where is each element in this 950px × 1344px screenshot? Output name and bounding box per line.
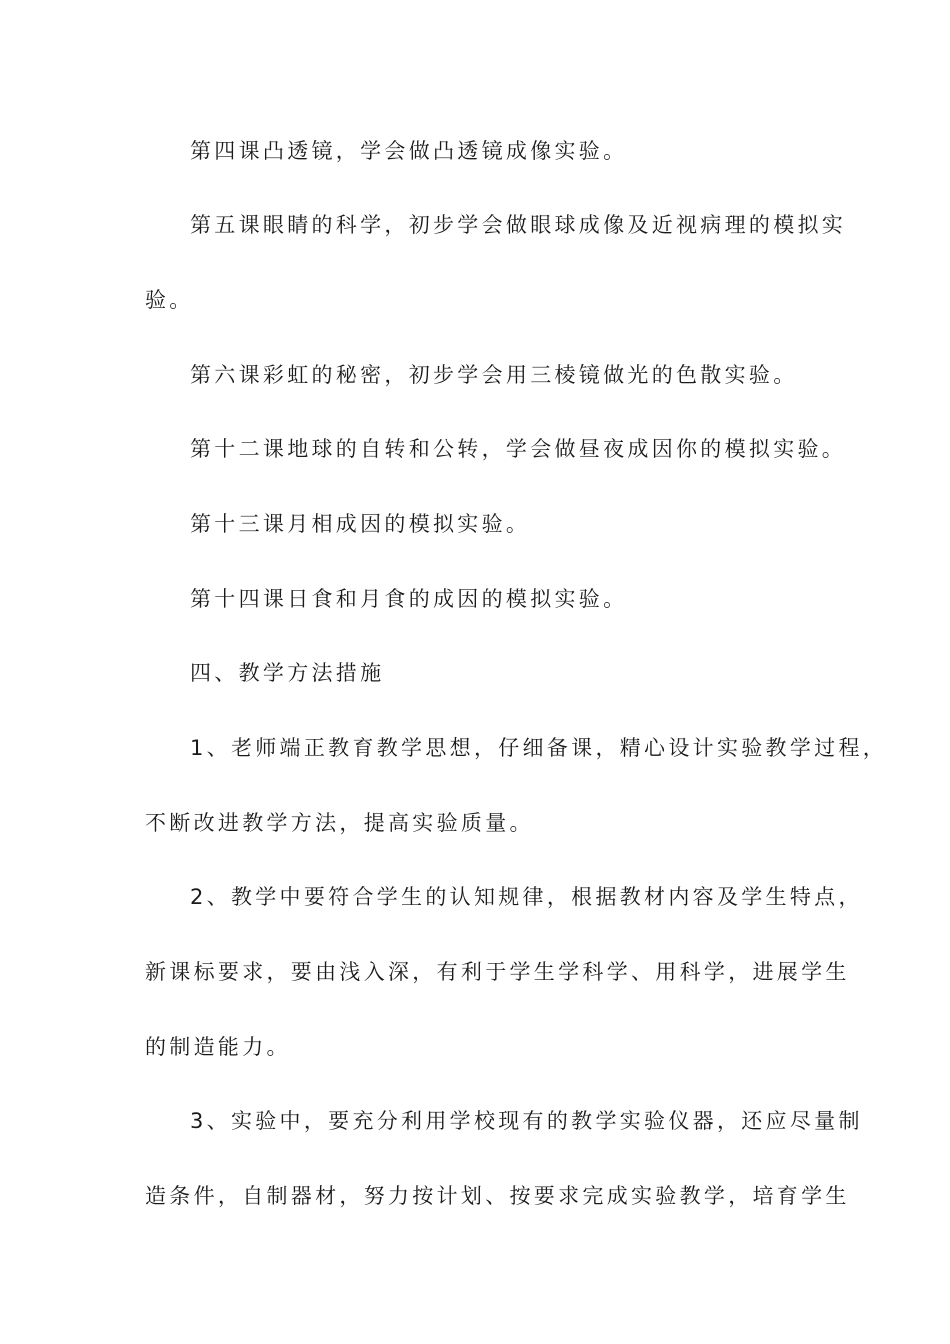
section-heading: 四、教学方法措施 xyxy=(190,661,385,685)
paragraph-line: 新课标要求，要由浅入深，有利于学生学科学、用科学，进展学生 xyxy=(145,960,850,984)
paragraph-line: 第十三课月相成因的模拟实验。 xyxy=(190,512,531,536)
paragraph-line: 1、老师端正教育教学思想，仔细备课，精心设计实验教学过程， xyxy=(190,736,888,760)
paragraph-line: 第四课凸透镜，学会做凸透镜成像实验。 xyxy=(190,139,628,163)
paragraph-line: 造条件，自制器材，努力按计划、按要求完成实验教学，培育学生 xyxy=(145,1184,850,1208)
paragraph-line: 验。 xyxy=(145,288,194,312)
paragraph-line: 第十四课日食和月食的成因的模拟实验。 xyxy=(190,587,628,611)
paragraph-line: 第十二课地球的自转和公转，学会做昼夜成因你的模拟实验。 xyxy=(190,437,847,461)
paragraph-line: 的制造能力。 xyxy=(145,1035,291,1059)
paragraph-line: 第六课彩虹的秘密，初步学会用三棱镜做光的色散实验。 xyxy=(190,363,798,387)
paragraph-line: 3、实验中，要充分利用学校现有的教学实验仪器，还应尽量制 xyxy=(190,1109,863,1133)
paragraph-line: 不断改进教学方法，提高实验质量。 xyxy=(145,811,534,835)
paragraph-line: 2、教学中要符合学生的认知规律，根据教材内容及学生特点， xyxy=(190,885,863,909)
paragraph-line: 第五课眼睛的科学，初步学会做眼球成像及近视病理的模拟实 xyxy=(190,213,847,237)
